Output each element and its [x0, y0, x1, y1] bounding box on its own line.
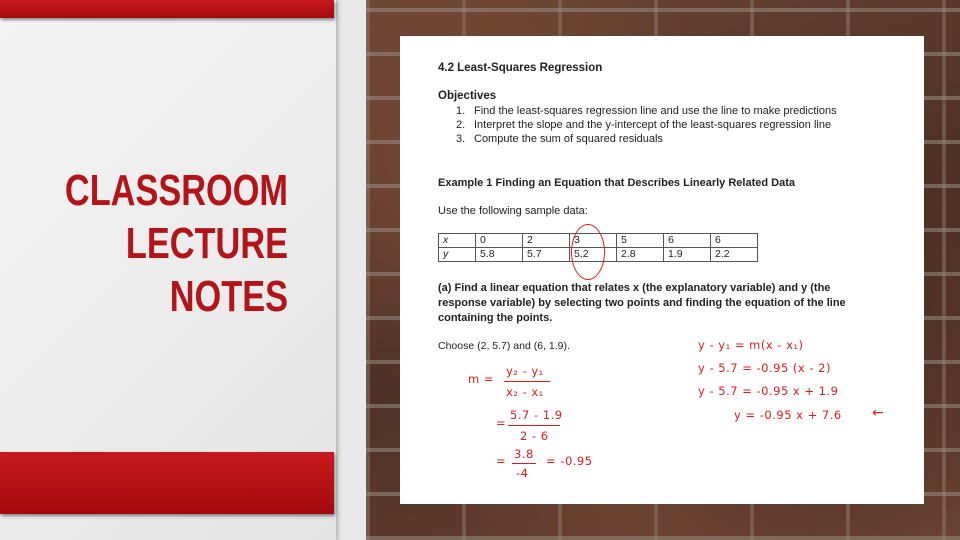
- section-title: 4.2 Least-Squares Regression: [438, 62, 603, 74]
- hw-point-slope-expanded: y - 5.7 = -0.95 x + 1.9: [698, 384, 839, 398]
- hw-fraction-bar: [504, 381, 550, 382]
- instruction-text: Use the following sample data:: [438, 205, 588, 217]
- worksheet-image: [400, 36, 924, 504]
- objective-number: 3.: [456, 133, 466, 145]
- hw-slope-denominator: x₂ - x₁: [506, 385, 544, 399]
- choose-points-text: Choose (2, 5.7) and (6, 1.9).: [438, 340, 570, 352]
- objective-item: [456, 133, 663, 145]
- hw-eq2-numerator: 5.7 - 1.9: [510, 408, 563, 422]
- table-cell: 6: [711, 234, 758, 248]
- objective-text: Find the least-squares regression line and use the line to make predictions: [474, 105, 837, 117]
- hw-eq2-denominator: 2 - 6: [520, 429, 549, 443]
- top-accent-bar: [0, 0, 334, 18]
- table-cell: 5.2: [570, 248, 617, 262]
- question-a: (a) Find a linear equation that relates x (the explanatory variable) and y (the response variable) by selecting two points and finding the equation of the line containing the points.: [438, 282, 846, 324]
- hw-eq3-equals: =: [496, 454, 507, 468]
- hw-point-slope-formula: y - y₁ = m(x - x₁): [698, 338, 804, 352]
- example-heading: Example 1 Finding an Equation that Describes Linearly Related Data: [438, 177, 795, 189]
- row-label: y: [439, 248, 476, 262]
- arrow-left-icon: ←: [872, 405, 885, 421]
- table-cell: 5: [617, 234, 664, 248]
- slide-title-line-2: LECTURE: [125, 219, 288, 268]
- hw-eq3-denominator: -4: [516, 466, 529, 480]
- objective-text: Interpret the slope and the y-intercept of the least-squares regression line: [474, 119, 832, 131]
- hw-final-equation: y = -0.95 x + 7.6: [734, 408, 842, 422]
- hw-slope-numerator: y₂ - y₁: [506, 364, 544, 378]
- row-label: x: [439, 234, 476, 248]
- objective-number: 1.: [456, 105, 466, 117]
- slide-title-line-3: NOTES: [169, 272, 288, 321]
- slide-title-line-1: CLASSROOM: [64, 166, 288, 215]
- hw-slope-result: = -0.95: [546, 454, 593, 468]
- hw-eq2-equals: =: [496, 416, 507, 430]
- table-cell: 2: [523, 234, 570, 248]
- table-cell: 3: [570, 234, 617, 248]
- objective-item: [456, 105, 837, 117]
- table-cell: 2.8: [617, 248, 664, 262]
- table-cell: 5.8: [476, 248, 523, 262]
- hw-point-slope-substituted: y - 5.7 = -0.95 (x - 2): [698, 361, 831, 375]
- table-cell: 6: [664, 234, 711, 248]
- slide-title: [65, 164, 288, 323]
- objective-text: Compute the sum of squared residuals: [474, 133, 663, 145]
- hw-fraction-bar: [512, 463, 536, 464]
- hw-fraction-bar: [508, 425, 560, 426]
- title-panel: [0, 0, 336, 540]
- table-cell: 1.9: [664, 248, 711, 262]
- objective-number: 2.: [456, 119, 466, 131]
- objectives-heading: Objectives: [438, 90, 497, 102]
- bottom-accent-bar: [0, 452, 334, 514]
- hw-eq3-numerator: 3.8: [514, 447, 534, 461]
- table-cell: 5.7: [523, 248, 570, 262]
- table-cell: 2.2: [711, 248, 758, 262]
- objective-item: [456, 119, 831, 131]
- hand-drawn-circle: [571, 224, 605, 280]
- table-cell: 0: [476, 234, 523, 248]
- hw-slope-m: m =: [468, 372, 494, 386]
